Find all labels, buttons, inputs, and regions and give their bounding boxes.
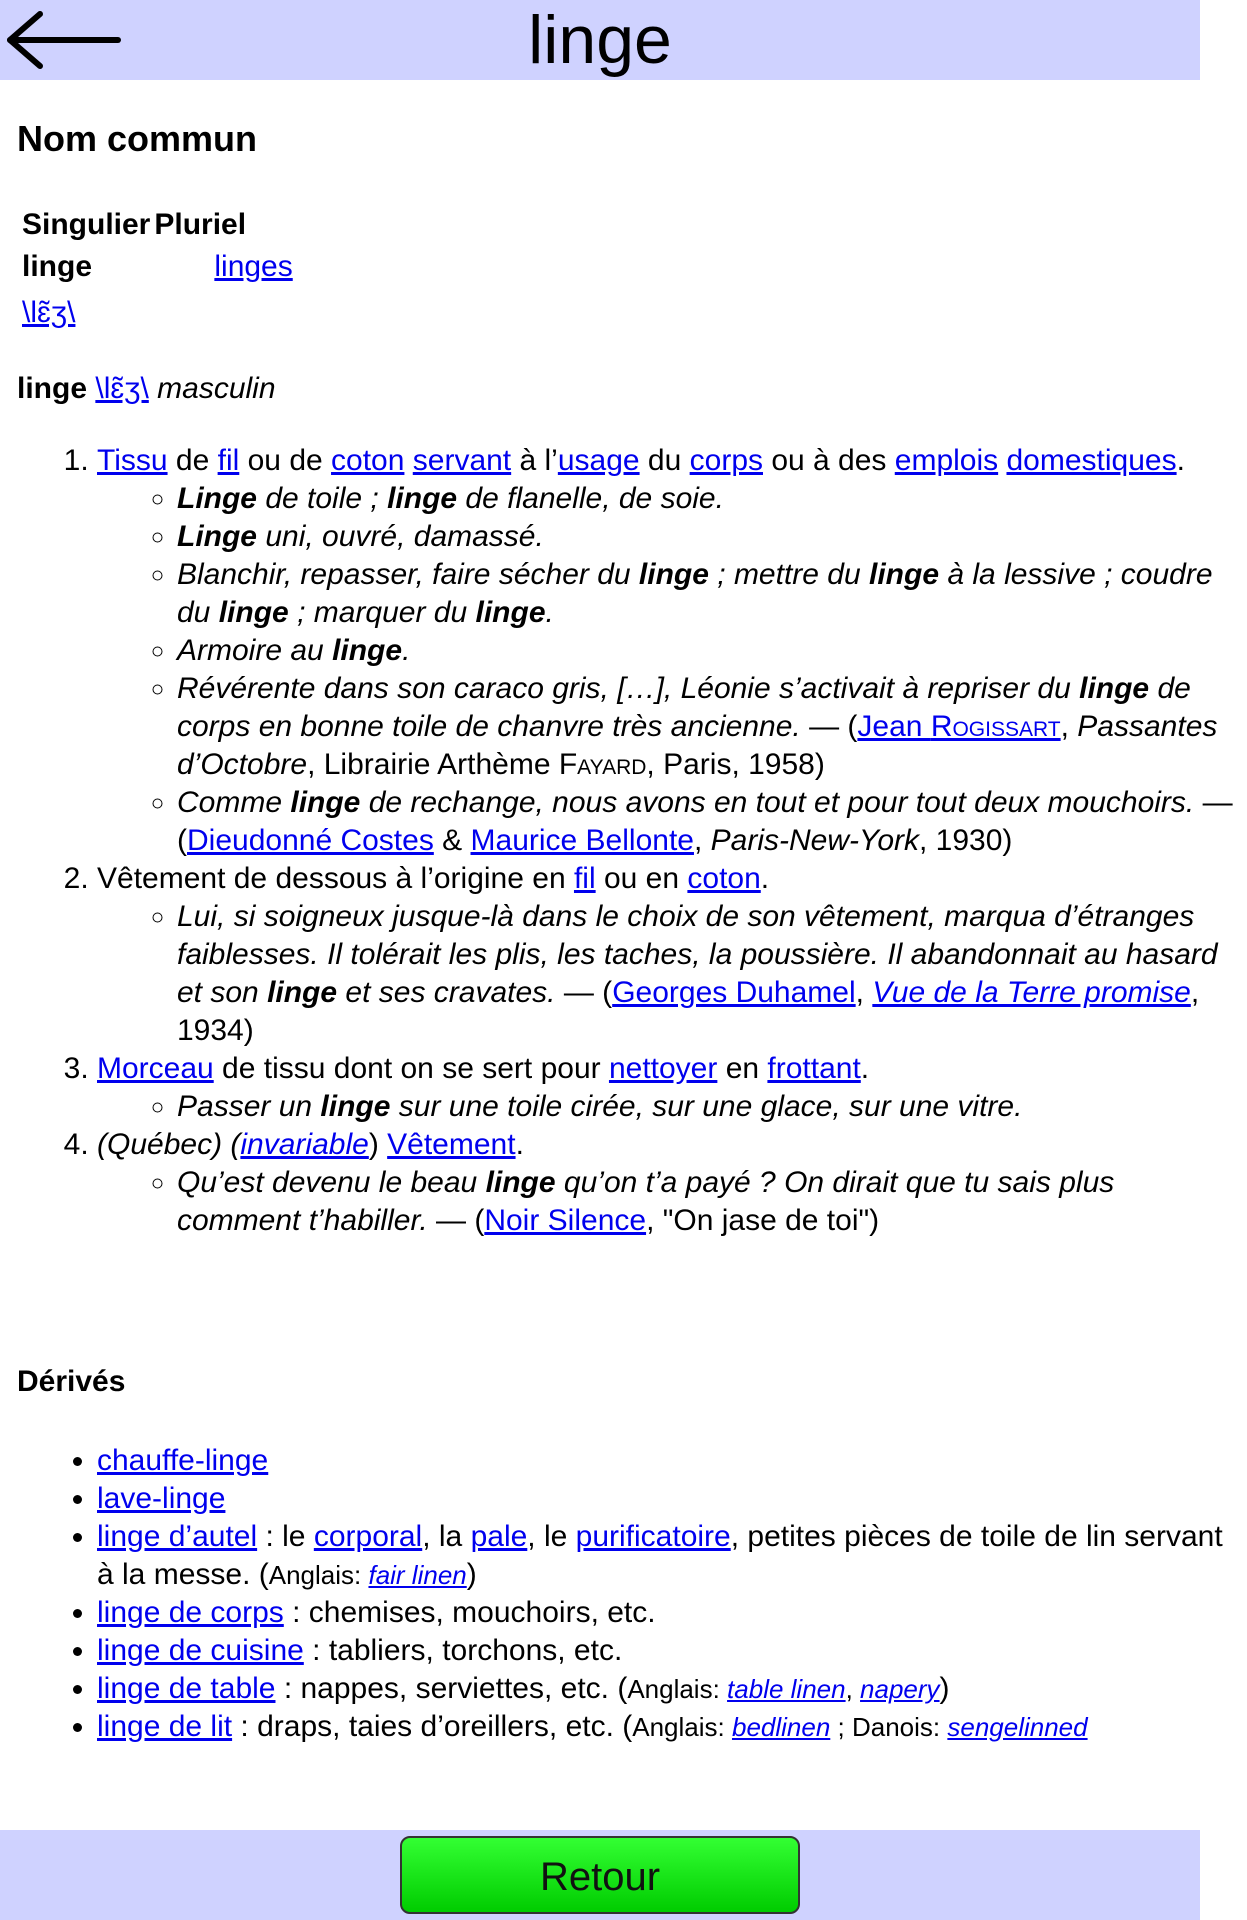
definition-text: (Québec) ( (97, 1128, 241, 1161)
author-link-costes[interactable]: Dieudonné Costes (187, 824, 434, 857)
footer-bar (0, 1830, 1200, 1920)
derived-item (97, 1632, 1247, 1670)
translation-separator: ; Danois: (830, 1712, 948, 1742)
derived-text: : draps, taies d’oreillers, etc. ( (232, 1710, 633, 1743)
definition-text: ou en (595, 862, 688, 895)
derived-link[interactable]: linge de table (97, 1672, 276, 1705)
definition-item (97, 442, 1237, 860)
example-highlight: linge (332, 634, 403, 667)
article-content (0, 80, 1233, 1830)
derived-link[interactable]: lave-linge (97, 1482, 226, 1515)
definition-text: de (167, 444, 218, 477)
link-emplois[interactable]: emplois (894, 444, 999, 477)
example-text: . (402, 634, 411, 667)
arrow-left-icon (0, 0, 130, 80)
example-text: ; mettre du (708, 558, 870, 591)
example-text: Révérente dans son caraco gris, […], Léonie s’activait à repriser du (177, 672, 1080, 705)
derived-item (97, 1670, 1247, 1708)
example-item (177, 670, 1237, 784)
translation-link[interactable]: sengelinned (947, 1712, 1088, 1742)
examples-list (97, 1164, 1237, 1240)
link-coton[interactable]: coton (687, 862, 761, 895)
example-text: et ses cravates. (337, 976, 556, 1009)
author-link-noir-silence[interactable]: Noir Silence (484, 1204, 647, 1237)
example-highlight: linge (218, 596, 289, 629)
derived-terms-heading: Dérivés (17, 1365, 126, 1398)
examples-list (97, 898, 1237, 1050)
link-tissu[interactable]: Tissu (97, 444, 168, 477)
translation-language: Anglais: (627, 1674, 728, 1704)
translation-link[interactable]: napery (860, 1674, 940, 1704)
pronunciation-link[interactable]: \lɛ̃ʒ\ (22, 296, 76, 329)
link-purificatoire[interactable]: purificatoire (575, 1520, 731, 1553)
derived-link[interactable]: linge de lit (97, 1710, 233, 1743)
back-button[interactable] (0, 0, 130, 80)
derived-text: ) (466, 1558, 477, 1591)
source-text: , Paris, 1958) (646, 748, 825, 781)
link-fil[interactable]: fil (573, 862, 596, 895)
source-text: & (433, 824, 471, 857)
link-usage[interactable]: usage (557, 444, 640, 477)
header-bar (0, 0, 1200, 80)
source-text: , 1934) (177, 976, 1200, 1047)
example-text: qu’on t’a payé ? On dirait que tu sais plus comment t’habiller. (177, 1166, 1115, 1237)
link-pale[interactable]: pale (470, 1520, 528, 1553)
source-text: , 1930) (919, 824, 1013, 857)
author-link-duhamel[interactable]: Georges Duhamel (612, 976, 856, 1009)
derived-text: : chemises, mouchoirs, etc. (283, 1596, 656, 1629)
headword-pronunciation-link[interactable]: \lɛ̃ʒ\ (95, 372, 149, 405)
translation-separator: , (845, 1674, 861, 1704)
example-text: Qu’est devenu le beau (177, 1166, 486, 1199)
link-vetement[interactable]: Vêtement (387, 1128, 516, 1161)
definition-item (97, 1126, 1237, 1240)
derived-text: : tabliers, torchons, etc. (303, 1634, 623, 1667)
translation-link[interactable]: fair linen (368, 1560, 467, 1590)
page-title: linge (528, 2, 672, 78)
example-item (177, 784, 1237, 860)
col-plural-header: Pluriel (154, 208, 247, 241)
example-text: de flanelle, de soie. (457, 482, 724, 515)
derived-text: : nappes, serviettes, etc. ( (275, 1672, 628, 1705)
derived-text: , petites pièces de toile de lin servant à la messe. ( (97, 1520, 1223, 1591)
author-last-name: Rogissart (930, 710, 1061, 743)
link-servant[interactable]: servant (412, 444, 512, 477)
example-highlight: linge (267, 976, 338, 1009)
derived-link[interactable]: chauffe-linge (97, 1444, 269, 1477)
definition-text: ) (368, 1128, 388, 1161)
derived-text: : le (257, 1520, 314, 1553)
derived-text: ) (939, 1672, 950, 1705)
derived-text: , le (527, 1520, 576, 1553)
work-title: Paris-New-York (710, 824, 920, 857)
link-nettoyer[interactable]: nettoyer (608, 1052, 718, 1085)
translation-link[interactable]: bedlinen (731, 1712, 831, 1742)
example-highlight: linge (1079, 672, 1150, 705)
link-frottant[interactable]: frottant (767, 1052, 861, 1085)
link-corps[interactable]: corps (689, 444, 763, 477)
work-title-link[interactable]: Vue de la Terre promise (872, 976, 1191, 1009)
source-text: , (693, 824, 711, 857)
col-singular-header: Singulier (22, 208, 151, 241)
example-highlight: linge (320, 1090, 391, 1123)
part-of-speech-heading: Nom commun (17, 118, 258, 159)
author-link-rogissart[interactable] (857, 710, 1060, 743)
inflection-table (22, 202, 297, 340)
example-item (177, 556, 1237, 632)
example-highlight: linge (869, 558, 940, 591)
gender: masculin (157, 372, 276, 405)
singular-form: linge (22, 250, 93, 283)
derived-item (97, 1480, 1247, 1518)
link-coton[interactable]: coton (331, 444, 405, 477)
examples-list (97, 480, 1237, 860)
definition-text: . (515, 1128, 524, 1161)
derived-terms-list (45, 1442, 1247, 1746)
example-text: . (545, 596, 554, 629)
example-highlight: linge (475, 596, 546, 629)
example-highlight: Linge (177, 482, 257, 515)
plural-form-link[interactable]: linges (214, 250, 293, 283)
example-item (177, 1088, 1237, 1126)
derived-text: , la (422, 1520, 471, 1553)
definition-text: ou à des (763, 444, 895, 477)
publisher-name: Fayard (558, 748, 647, 781)
example-highlight: linge (290, 786, 361, 819)
work-title: Passantes d’Octobre (177, 710, 1218, 781)
source-text: , "On jase de toi") (646, 1204, 880, 1237)
source-text: — ( (555, 976, 613, 1009)
author-first-name: Jean (857, 710, 931, 743)
definition-text: . (760, 862, 770, 895)
example-item (177, 898, 1237, 1050)
definition-text: Vêtement de dessous à l’origine en (97, 862, 574, 895)
translation-language: Anglais: (268, 1560, 369, 1590)
example-text: Comme (177, 786, 291, 819)
example-item (177, 518, 1237, 556)
link-fil[interactable]: fil (217, 444, 240, 477)
derived-item (97, 1594, 1247, 1632)
example-item (177, 632, 1237, 670)
source-text: — ( (177, 786, 1233, 857)
link-morceau[interactable]: Morceau (97, 1052, 214, 1085)
translation-link[interactable]: table linen (727, 1674, 846, 1704)
example-text: de toile ; (257, 482, 388, 515)
example-text: Passer un (177, 1090, 321, 1123)
example-highlight: Linge (177, 520, 257, 553)
example-text: ; marquer du (288, 596, 476, 629)
example-text: Armoire au (177, 634, 333, 667)
definition-item (97, 1050, 1237, 1126)
definition-text: . (1176, 444, 1185, 477)
definition-text: ou de (239, 444, 332, 477)
source-text: , (1060, 710, 1078, 743)
definition-text: en (717, 1052, 768, 1085)
source-text: , (855, 976, 873, 1009)
example-text: à la lessive ; coudre du (177, 558, 1213, 629)
example-highlight: linge (638, 558, 709, 591)
example-text: de corps en bonne toile de chanvre très ancienne. (177, 672, 1191, 743)
source-text: — ( (427, 1204, 485, 1237)
definition-text: du (639, 444, 690, 477)
derived-link[interactable]: linge de cuisine (97, 1634, 304, 1667)
derived-item (97, 1442, 1247, 1480)
derived-item (97, 1708, 1247, 1746)
example-item (177, 480, 1237, 518)
definition-text (404, 444, 412, 477)
example-text: sur une toile cirée, sur une glace, sur une vitre. (390, 1090, 1023, 1123)
translation-language: Anglais: (632, 1712, 732, 1742)
example-text: uni, ouvré, damassé. (257, 520, 544, 553)
examples-list (97, 1088, 1237, 1126)
example-text: Blanchir, repasser, faire sécher du (177, 558, 639, 591)
link-invariable[interactable]: invariable (240, 1128, 369, 1161)
derived-link[interactable]: linge d’autel (97, 1520, 258, 1553)
link-domestiques[interactable]: domestiques (1006, 444, 1177, 477)
definition-text: de tissu dont on se sert pour (213, 1052, 609, 1085)
derived-link[interactable]: linge de corps (97, 1596, 284, 1629)
headword-line (17, 370, 276, 408)
author-link-bellonte[interactable]: Maurice Bellonte (470, 824, 694, 857)
definition-item (97, 860, 1237, 1050)
definition-text: . (860, 1052, 870, 1085)
source-text: — ( (800, 710, 858, 743)
example-highlight: linge (387, 482, 458, 515)
definitions-list (45, 442, 1237, 1240)
source-text: , Librairie Arthème (307, 748, 559, 781)
headword: linge (17, 372, 88, 405)
retour-button[interactable]: Retour (400, 1836, 800, 1914)
link-corporal[interactable]: corporal (313, 1520, 423, 1553)
example-text: de rechange, nous avons en tout et pour tout deux mouchoirs. (360, 786, 1195, 819)
definition-text: à l’ (511, 444, 558, 477)
example-item (177, 1164, 1237, 1240)
example-text: Lui, si soigneux jusque-là dans le choix de son vêtement, marqua d’étranges faiblesses. Il tolérait les plis, les taches, la poussière. Il abandonnait au hasard et son (177, 900, 1218, 1009)
derived-item (97, 1518, 1247, 1594)
example-highlight: linge (485, 1166, 556, 1199)
